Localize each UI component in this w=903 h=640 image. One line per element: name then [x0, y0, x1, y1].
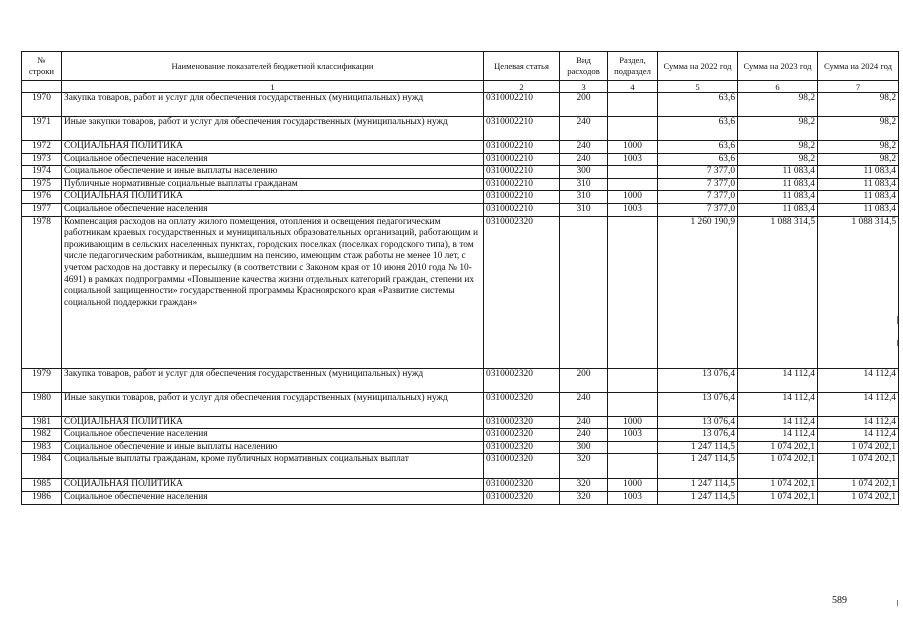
row-sum-2023: 1 074 202,1 [738, 479, 818, 492]
header-name: Наименование показателей бюджетной классификации [62, 52, 484, 81]
table-row [22, 166, 899, 179]
row-expense-type: 300 [560, 441, 608, 454]
row-section: 1003 [608, 203, 658, 216]
table-header-row [22, 52, 899, 81]
row-sum-2023: 14 112,4 [738, 368, 818, 392]
row-target-code: 0310002320 [484, 416, 560, 429]
row-number: 1973 [22, 153, 62, 166]
row-target-code: 0310002320 [484, 479, 560, 492]
row-target-code: 0310002210 [484, 203, 560, 216]
row-sum-2023: 14 112,4 [738, 429, 818, 442]
table-row [22, 368, 899, 392]
row-expense-type: 310 [560, 191, 608, 204]
row-name: Компенсация расходов на оплату жилого помещения, отопления и освещения педагогическим работникам краевых государственных и муниципальных образовательных организаций, работающим и проживающим в сельских населенных пунктах, городских поселках (поселках городского типа), в том числе педагогическим работникам, вышедшим на пенсию, имеющим стаж работы не менее 10 лет, с учетом расходов на доставку и пересылку (в соответствии с Законом края от 10 июня 2010 года № 10-4691) в рамках подпрограммы «Повышение качества жизни отдельных категорий граждан, степени их социальной защищенности» государственной программы Красноярского края «Развитие системы социальной поддержки граждан» [62, 216, 484, 368]
column-number-row [22, 81, 899, 93]
row-section [608, 392, 658, 416]
header-section: Раздел, подраздел [608, 52, 658, 81]
row-section: 1003 [608, 153, 658, 166]
row-sum-2023: 98,2 [738, 93, 818, 117]
table-row [22, 392, 899, 416]
row-target-code: 0310002320 [484, 491, 560, 504]
header-target: Целевая статья [484, 52, 560, 81]
row-sum-2024: 1 088 314,5 [818, 216, 899, 368]
row-target-code: 0310002210 [484, 178, 560, 191]
row-sum-2022: 7 377,0 [658, 178, 738, 191]
row-sum-2023: 1 074 202,1 [738, 441, 818, 454]
row-sum-2023: 11 083,4 [738, 166, 818, 179]
row-name: Социальное обеспечение и иные выплаты населению [62, 441, 484, 454]
row-section [608, 454, 658, 479]
row-expense-type: 240 [560, 416, 608, 429]
row-name: Социальное обеспечение населения [62, 491, 484, 504]
row-sum-2024: 14 112,4 [818, 429, 899, 442]
row-name: Публичные нормативные социальные выплаты гражданам [62, 178, 484, 191]
header-sum-2024: Сумма на 2024 год [818, 52, 899, 81]
row-target-code: 0310002210 [484, 141, 560, 154]
row-target-code: 0310002210 [484, 166, 560, 179]
row-name: Закупка товаров, работ и услуг для обеспечения государственных (муниципальных) нужд [62, 93, 484, 117]
row-sum-2023: 11 083,4 [738, 191, 818, 204]
row-expense-type: 200 [560, 93, 608, 117]
row-target-code: 0310002320 [484, 441, 560, 454]
row-number: 1978 [22, 216, 62, 368]
row-sum-2024: 98,2 [818, 153, 899, 166]
row-sum-2023: 1 074 202,1 [738, 491, 818, 504]
row-number: 1982 [22, 429, 62, 442]
row-name: Иные закупки товаров, работ и услуг для обеспечения государственных (муниципальных) нужд [62, 392, 484, 416]
row-number: 1979 [22, 368, 62, 392]
row-name: Социальные выплаты гражданам, кроме публичных нормативных социальных выплат [62, 454, 484, 479]
row-sum-2022: 63,6 [658, 117, 738, 141]
row-sum-2022: 7 377,0 [658, 166, 738, 179]
row-sum-2023: 14 112,4 [738, 392, 818, 416]
row-expense-type: 310 [560, 203, 608, 216]
row-number: 1986 [22, 491, 62, 504]
table-row [22, 153, 899, 166]
row-sum-2024: 14 112,4 [818, 368, 899, 392]
row-name: Социальное обеспечение и иные выплаты населению [62, 166, 484, 179]
row-name: Социальное обеспечение населения [62, 153, 484, 166]
row-sum-2023: 98,2 [738, 153, 818, 166]
row-section [608, 117, 658, 141]
row-sum-2022: 1 260 190,9 [658, 216, 738, 368]
header-sum-2023: Сумма на 2023 год [738, 52, 818, 81]
row-expense-type: 320 [560, 479, 608, 492]
row-expense-type: 300 [560, 166, 608, 179]
table-body [22, 93, 899, 505]
table-row [22, 117, 899, 141]
row-number: 1976 [22, 191, 62, 204]
row-name: Иные закупки товаров, работ и услуг для обеспечения государственных (муниципальных) нужд [62, 117, 484, 141]
row-sum-2024: 1 074 202,1 [818, 441, 899, 454]
row-name: СОЦИАЛЬНАЯ ПОЛИТИКА [62, 191, 484, 204]
row-sum-2022: 7 377,0 [658, 191, 738, 204]
row-name: Социальное обеспечение населения [62, 429, 484, 442]
row-sum-2022: 1 247 114,5 [658, 491, 738, 504]
row-sum-2024: 1 074 202,1 [818, 491, 899, 504]
row-section [608, 178, 658, 191]
column-number: 1 [62, 81, 484, 93]
row-expense-type: 200 [560, 368, 608, 392]
row-name: Закупка товаров, работ и услуг для обеспечения государственных (муниципальных) нужд [62, 368, 484, 392]
table-row [22, 178, 899, 191]
row-target-code: 0310002210 [484, 93, 560, 117]
column-number: 5 [658, 81, 738, 93]
row-sum-2023: 11 083,4 [738, 203, 818, 216]
row-sum-2023: 11 083,4 [738, 178, 818, 191]
scan-mark [897, 340, 898, 346]
column-number: 2 [484, 81, 560, 93]
row-target-code: 0310002320 [484, 216, 560, 368]
row-sum-2022: 63,6 [658, 153, 738, 166]
table-row [22, 191, 899, 204]
row-sum-2024: 11 083,4 [818, 203, 899, 216]
row-number: 1981 [22, 416, 62, 429]
row-number: 1971 [22, 117, 62, 141]
column-number: 7 [818, 81, 899, 93]
row-section: 1003 [608, 429, 658, 442]
row-expense-type [560, 216, 608, 368]
row-number: 1984 [22, 454, 62, 479]
row-section [608, 166, 658, 179]
row-sum-2022: 13 076,4 [658, 416, 738, 429]
row-sum-2022: 13 076,4 [658, 368, 738, 392]
row-number: 1980 [22, 392, 62, 416]
budget-table [21, 51, 899, 505]
column-number: 4 [608, 81, 658, 93]
table-row [22, 429, 899, 442]
row-sum-2022: 1 247 114,5 [658, 441, 738, 454]
row-number: 1972 [22, 141, 62, 154]
row-target-code: 0310002320 [484, 454, 560, 479]
row-section: 1000 [608, 416, 658, 429]
row-section [608, 93, 658, 117]
row-sum-2024: 98,2 [818, 117, 899, 141]
row-sum-2022: 1 247 114,5 [658, 479, 738, 492]
column-number: 6 [738, 81, 818, 93]
row-target-code: 0310002320 [484, 392, 560, 416]
row-target-code: 0310002210 [484, 117, 560, 141]
row-sum-2022: 63,6 [658, 93, 738, 117]
row-target-code: 0310002210 [484, 153, 560, 166]
header-row-no: № строки [22, 52, 62, 81]
table-row [22, 491, 899, 504]
row-sum-2023: 98,2 [738, 117, 818, 141]
header-sum-2022: Сумма на 2022 год [658, 52, 738, 81]
row-sum-2022: 7 377,0 [658, 203, 738, 216]
row-sum-2024: 11 083,4 [818, 178, 899, 191]
row-sum-2024: 11 083,4 [818, 191, 899, 204]
row-sum-2024: 14 112,4 [818, 416, 899, 429]
row-target-code: 0310002320 [484, 429, 560, 442]
row-sum-2023: 14 112,4 [738, 416, 818, 429]
row-sum-2023: 1 074 202,1 [738, 454, 818, 479]
row-expense-type: 240 [560, 117, 608, 141]
row-section [608, 368, 658, 392]
row-sum-2022: 13 076,4 [658, 429, 738, 442]
row-section: 1003 [608, 491, 658, 504]
row-expense-type: 320 [560, 491, 608, 504]
row-name: СОЦИАЛЬНАЯ ПОЛИТИКА [62, 416, 484, 429]
page-number: 589 [832, 595, 847, 606]
row-name: СОЦИАЛЬНАЯ ПОЛИТИКА [62, 141, 484, 154]
row-target-code: 0310002320 [484, 368, 560, 392]
row-sum-2024: 14 112,4 [818, 392, 899, 416]
row-expense-type: 240 [560, 141, 608, 154]
row-sum-2023: 98,2 [738, 141, 818, 154]
row-number: 1985 [22, 479, 62, 492]
row-number: 1974 [22, 166, 62, 179]
table-row [22, 454, 899, 479]
row-expense-type: 310 [560, 178, 608, 191]
row-sum-2024: 1 074 202,1 [818, 479, 899, 492]
table-row [22, 441, 899, 454]
row-sum-2024: 11 083,4 [818, 166, 899, 179]
row-expense-type: 320 [560, 454, 608, 479]
row-section: 1000 [608, 141, 658, 154]
row-target-code: 0310002210 [484, 191, 560, 204]
row-sum-2022: 13 076,4 [658, 392, 738, 416]
row-expense-type: 240 [560, 153, 608, 166]
table-row [22, 216, 899, 368]
row-number: 1975 [22, 178, 62, 191]
row-section [608, 216, 658, 368]
table-row [22, 203, 899, 216]
row-name: СОЦИАЛЬНАЯ ПОЛИТИКА [62, 479, 484, 492]
table-row [22, 479, 899, 492]
table-row [22, 416, 899, 429]
row-number: 1970 [22, 93, 62, 117]
row-expense-type: 240 [560, 392, 608, 416]
row-sum-2024: 98,2 [818, 141, 899, 154]
row-number: 1983 [22, 441, 62, 454]
row-sum-2024: 98,2 [818, 93, 899, 117]
row-sum-2024: 1 074 202,1 [818, 454, 899, 479]
column-number-empty [22, 81, 62, 93]
row-section: 1000 [608, 479, 658, 492]
scan-mark [897, 600, 898, 606]
row-sum-2023: 1 088 314,5 [738, 216, 818, 368]
column-number: 3 [560, 81, 608, 93]
row-sum-2022: 1 247 114,5 [658, 454, 738, 479]
scan-mark [897, 316, 898, 324]
row-section: 1000 [608, 191, 658, 204]
row-name: Социальное обеспечение населения [62, 203, 484, 216]
row-expense-type: 240 [560, 429, 608, 442]
table-row [22, 141, 899, 154]
row-section [608, 441, 658, 454]
header-exp-type: Вид расходов [560, 52, 608, 81]
table-row [22, 93, 899, 117]
row-number: 1977 [22, 203, 62, 216]
row-sum-2022: 63,6 [658, 141, 738, 154]
